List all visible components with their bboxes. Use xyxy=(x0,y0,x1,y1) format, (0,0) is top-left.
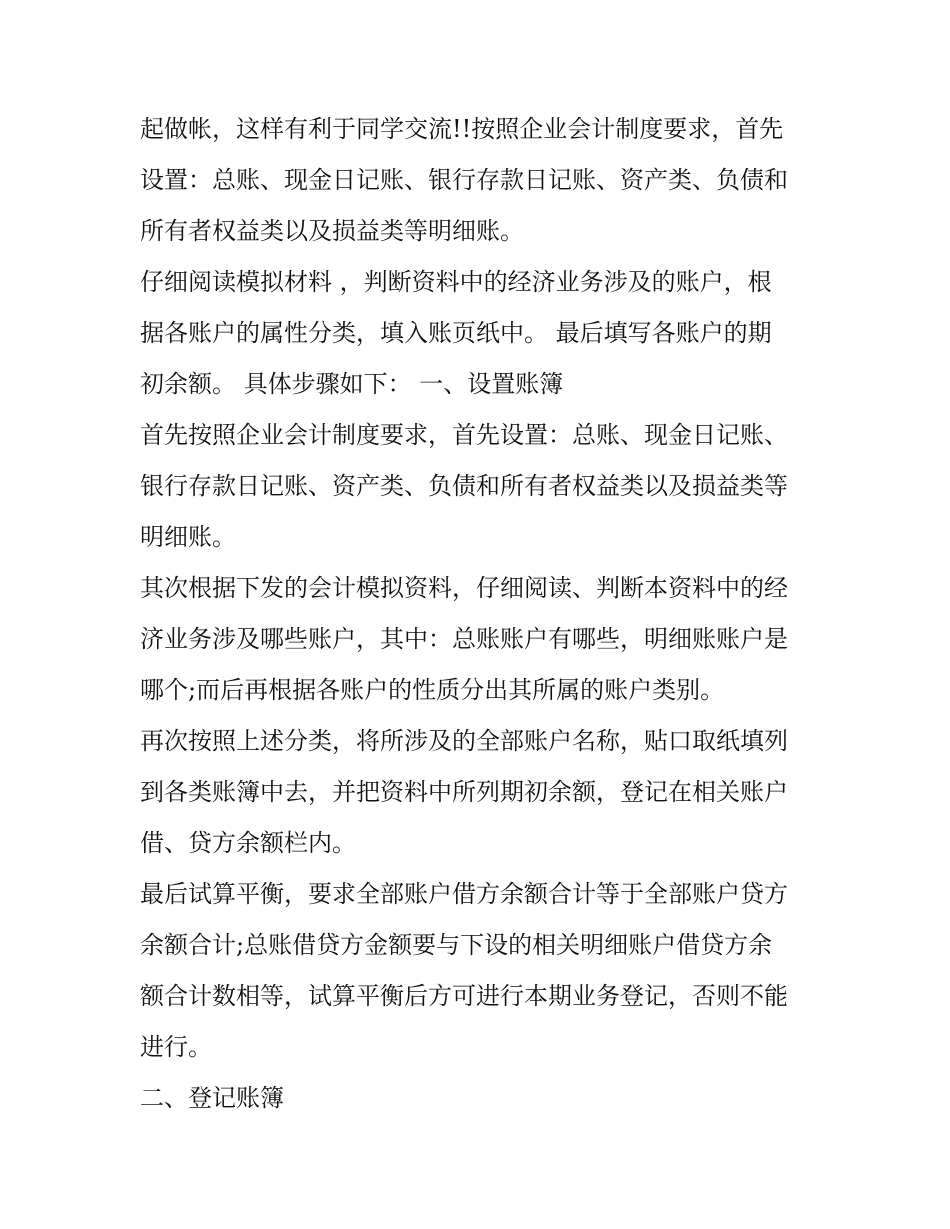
section-heading: 二、登记账簿 xyxy=(140,1084,284,1112)
text-line: 设置：总账、现金日记账、银行存款日记账、资产类、负债和 xyxy=(140,166,788,194)
text-line: 仔细阅读模拟材料 ，判断资料中的经济业务涉及的账户，根 xyxy=(140,268,772,296)
text-line: 再次按照上述分类，将所涉及的全部账户名称，贴口取纸填列 xyxy=(140,727,788,755)
text-line: 额合计数相等，试算平衡后方可进行本期业务登记，否则不能 xyxy=(140,982,788,1010)
text-line: 首先按照企业会计制度要求，首先设置：总账、现金日记账、 xyxy=(140,421,788,449)
text-line: 济业务涉及哪些账户，其中：总账账户有哪些，明细账账户是 xyxy=(140,625,788,653)
text-line: 明细账。 xyxy=(140,523,236,551)
text-line: 余额合计;总账借贷方金额要与下设的相关明细账户借贷方余 xyxy=(140,931,773,959)
text-line: 据各账户的属性分类，填入账页纸中。 最后填写各账户的期 xyxy=(140,319,772,347)
document-body xyxy=(140,104,820,1124)
text-line: 所有者权益类以及损益类等明细账。 xyxy=(140,217,524,245)
text-line: 哪个;而后再根据各账户的性质分出其所属的账户类别。 xyxy=(140,676,725,704)
text-line: 银行存款日记账、资产类、负债和所有者权益类以及损益类等 xyxy=(140,472,788,500)
text-line: 初余额。 具体步骤如下： 一、设置账簿 xyxy=(140,370,564,398)
text-line: 其次根据下发的会计模拟资料，仔细阅读、判断本资料中的经 xyxy=(140,574,788,602)
text-line: 到各类账簿中去，并把资料中所列期初余额，登记在相关账户 xyxy=(140,778,788,806)
text-line: 进行。 xyxy=(140,1033,212,1061)
text-line: 借、贷方余额栏内。 xyxy=(140,829,356,857)
text-line: 起做帐，这样有利于同学交流!!按照企业会计制度要求，首先 xyxy=(140,115,784,143)
text-line: 最后试算平衡，要求全部账户借方余额合计等于全部账户贷方 xyxy=(140,880,788,908)
